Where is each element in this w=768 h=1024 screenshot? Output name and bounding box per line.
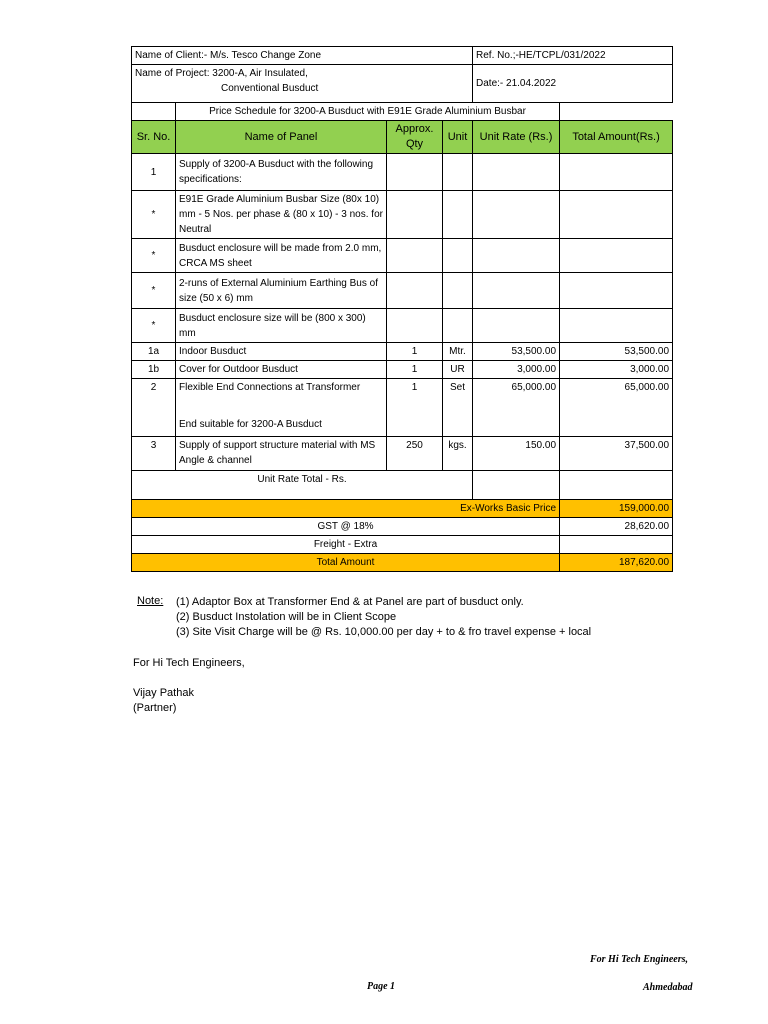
unit-cell xyxy=(443,273,473,309)
col-sr-no: Sr. No. xyxy=(132,121,176,154)
freight-value xyxy=(560,536,673,554)
total-cell xyxy=(560,191,673,239)
name-cell: Busduct enclosure size will be (800 x 300) mm xyxy=(176,309,387,343)
schedule-title-blank xyxy=(560,103,673,121)
signatory-name: Vijay Pathak xyxy=(133,687,194,699)
sr-cell: * xyxy=(132,309,176,343)
rate-cell: 3,000.00 xyxy=(473,361,560,379)
footer-firm: For Hi Tech Engineers, xyxy=(590,954,688,965)
table-row xyxy=(132,437,673,471)
rate-cell xyxy=(473,273,560,309)
sr-cell: * xyxy=(132,239,176,273)
freight-row xyxy=(132,536,673,554)
col-approx-qty: Approx. Qty xyxy=(387,121,443,154)
col-total-amount: Total Amount(Rs.) xyxy=(560,121,673,154)
col-unit: Unit xyxy=(443,121,473,154)
note-item: (2) Busduct Instolation will be in Client Scope xyxy=(176,611,397,623)
name-cell: Busduct enclosure will be made from 2.0 mm, CRCA MS sheet xyxy=(176,239,387,273)
project-name xyxy=(132,65,473,103)
project-line-2: Conventional Busduct xyxy=(221,83,319,94)
total-amount-label: Total Amount xyxy=(132,554,560,572)
qty-cell xyxy=(387,273,443,309)
name-cell: Cover for Outdoor Busduct xyxy=(176,361,387,379)
qty-cell: 1 xyxy=(387,343,443,361)
qty-cell xyxy=(387,154,443,191)
qty-cell: 250 xyxy=(387,437,443,471)
total-cell: 53,500.00 xyxy=(560,343,673,361)
rate-cell xyxy=(473,154,560,191)
unit-cell xyxy=(443,239,473,273)
table-row xyxy=(132,154,673,191)
unit-cell xyxy=(443,309,473,343)
qty-cell xyxy=(387,309,443,343)
qty-cell xyxy=(387,191,443,239)
rate-cell: 150.00 xyxy=(473,437,560,471)
qty-cell xyxy=(387,239,443,273)
total-cell: 65,000.00 xyxy=(560,379,673,437)
unit-cell: Mtr. xyxy=(443,343,473,361)
sr-cell: 1 xyxy=(132,154,176,191)
note-item: (3) Site Visit Charge will be @ Rs. 10,000.00 per day + to & fro travel expense + local xyxy=(176,626,592,638)
footer-city: Ahmedabad xyxy=(643,982,693,993)
price-schedule-table xyxy=(131,46,673,572)
unit-rate-total-blank xyxy=(560,471,673,500)
quote-date: Date:- 21.04.2022 xyxy=(473,65,673,103)
name-cell: Supply of 3200-A Busduct with the following specifications: xyxy=(176,154,387,191)
sr-cell: * xyxy=(132,273,176,309)
rate-cell xyxy=(473,191,560,239)
table-row xyxy=(132,361,673,379)
note-item: (1) Adaptor Box at Transformer End & at Panel are part of busduct only. xyxy=(176,596,524,608)
total-cell: 3,000.00 xyxy=(560,361,673,379)
name-cell: E91E Grade Aluminium Busbar Size (80x 10) mm - 5 Nos. per phase & (80 x 10) - 3 nos. for Neutral xyxy=(176,191,387,239)
total-amount-value: 187,620.00 xyxy=(560,554,673,572)
freight-label: Freight - Extra xyxy=(132,536,560,554)
unit-rate-total-row xyxy=(132,471,673,500)
ex-works-value: 159,000.00 xyxy=(560,500,673,518)
price-schedule-sheet xyxy=(131,46,672,572)
total-cell: 37,500.00 xyxy=(560,437,673,471)
table-row xyxy=(132,239,673,273)
schedule-title-spacer xyxy=(132,103,176,121)
total-cell xyxy=(560,309,673,343)
name-line-1: Flexible End Connections at Transformer xyxy=(179,382,361,393)
unit-cell xyxy=(443,154,473,191)
total-cell xyxy=(560,154,673,191)
col-unit-rate: Unit Rate (Rs.) xyxy=(473,121,560,154)
notes-list xyxy=(176,595,591,640)
rate-cell xyxy=(473,309,560,343)
schedule-title: Price Schedule for 3200-A Busduct with E91E Grade Aluminium Busbar xyxy=(176,103,560,121)
sr-cell: 1a xyxy=(132,343,176,361)
notes-label: Note: xyxy=(137,595,164,607)
unit-cell: Set xyxy=(443,379,473,437)
total-cell xyxy=(560,239,673,273)
column-header-row xyxy=(132,121,673,154)
table-row xyxy=(132,273,673,309)
unit-cell xyxy=(443,191,473,239)
sr-cell: * xyxy=(132,191,176,239)
sr-cell: 3 xyxy=(132,437,176,471)
name-cell: 2-runs of External Aluminium Earthing Bus of size (50 x 6) mm xyxy=(176,273,387,309)
unit-cell: UR xyxy=(443,361,473,379)
signatory-title: (Partner) xyxy=(133,702,177,714)
gst-value: 28,620.00 xyxy=(560,518,673,536)
rate-cell xyxy=(473,239,560,273)
unit-rate-total-value xyxy=(473,471,560,500)
footer-page-number: Page 1 xyxy=(367,981,396,992)
table-row xyxy=(132,309,673,343)
project-line-1: Name of Project: 3200-A, Air Insulated, xyxy=(135,68,308,79)
gst-row xyxy=(132,518,673,536)
ex-works-label: Ex-Works Basic Price xyxy=(132,500,560,518)
table-row xyxy=(132,343,673,361)
project-row xyxy=(132,65,673,103)
signature-block xyxy=(133,656,245,716)
sr-cell: 2 xyxy=(132,379,176,437)
table-row xyxy=(132,379,673,437)
client-name: Name of Client:- M/s. Tesco Change Zone xyxy=(132,47,473,65)
qty-cell: 1 xyxy=(387,379,443,437)
ex-works-row xyxy=(132,500,673,518)
client-row xyxy=(132,47,673,65)
name-cell: Indoor Busduct xyxy=(176,343,387,361)
name-line-2: End suitable for 3200-A Busduct xyxy=(179,419,322,430)
qty-cell: 1 xyxy=(387,361,443,379)
schedule-title-row xyxy=(132,103,673,121)
total-amount-row xyxy=(132,554,673,572)
sr-cell: 1b xyxy=(132,361,176,379)
rate-cell: 53,500.00 xyxy=(473,343,560,361)
unit-cell: kgs. xyxy=(443,437,473,471)
total-cell xyxy=(560,273,673,309)
gst-label: GST @ 18% xyxy=(132,518,560,536)
name-cell: Supply of support structure material with MS Angle & channel xyxy=(176,437,387,471)
table-row xyxy=(132,191,673,239)
rate-cell: 65,000.00 xyxy=(473,379,560,437)
signature-firm: For Hi Tech Engineers, xyxy=(133,657,245,669)
name-cell xyxy=(176,379,387,437)
col-name-of-panel: Name of Panel xyxy=(176,121,387,154)
reference-number: Ref. No.;-HE/TCPL/031/2022 xyxy=(473,47,673,65)
unit-rate-total-label: Unit Rate Total - Rs. xyxy=(132,471,473,500)
